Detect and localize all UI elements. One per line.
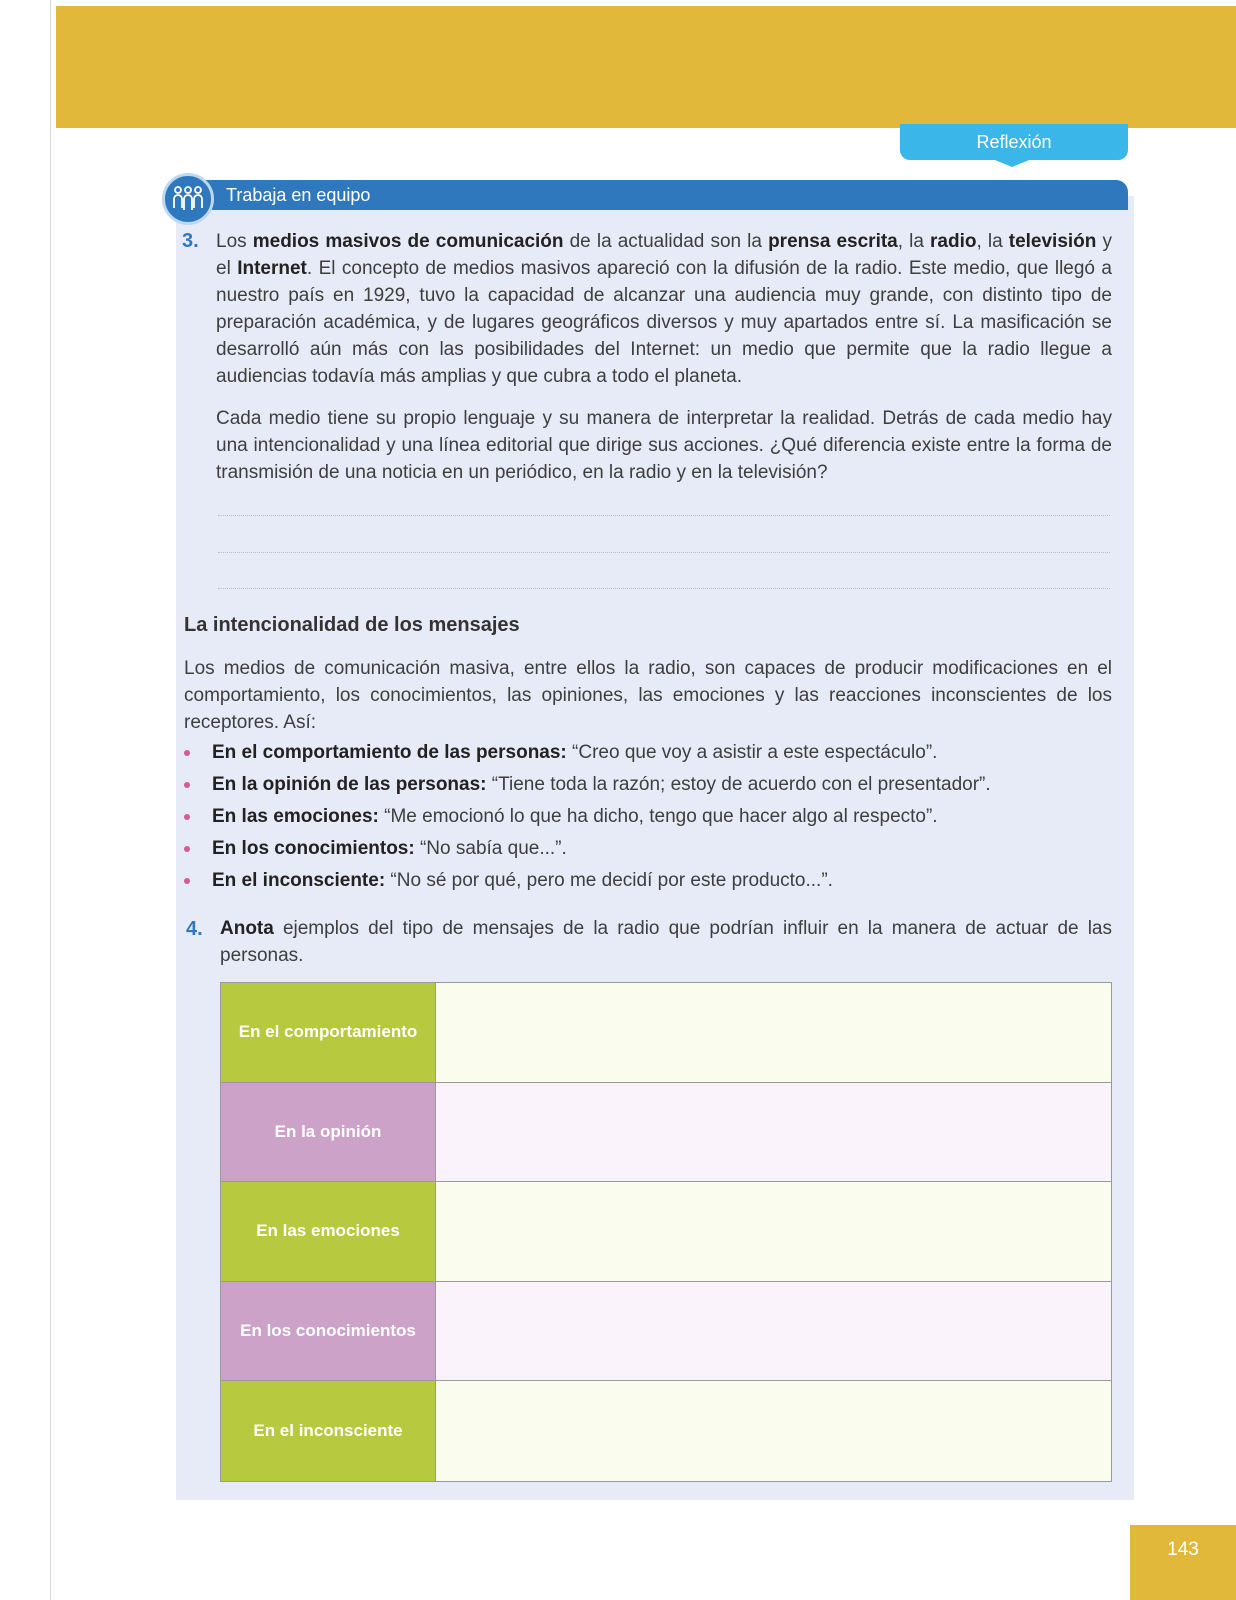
grid-answer-cell[interactable]: [435, 1182, 1111, 1281]
page-edge-line: [50, 0, 51, 1600]
bullet-heading: En los conocimientos:: [212, 838, 415, 859]
exercise-4-number: 4.: [186, 918, 203, 940]
exercise-4-text: ejemplos del tipo de mensajes de la radio que podrían influir en la manera de actuar de las personas.: [220, 918, 1112, 966]
bullet-text: [212, 836, 567, 862]
bullet-text: [212, 772, 991, 798]
bullet-heading: En las emociones:: [212, 806, 379, 827]
bullet-quote: “Me emocionó lo que ha dicho, tengo que hacer algo al respecto”.: [378, 806, 938, 827]
bullet-quote: “Tiene toda la razón; estoy de acuerdo con el presentador”.: [486, 774, 991, 795]
exercise-3-text-segment: . El concepto de medios masivos apareció con la difusión de la radio. Este medio, que llegó a nuestro país en 1929, tuvo la capacidad de alcanzar una audiencia muy grande, con distinto tipo de preparación académica, y de lugares geográficos diversos y muy apartados entre sí. La masificación se desarrolló aún más con las posibilidades del Internet: un medio que permite que la radio llegue a audiencias todavía más amplias y que cubra a todo el planeta.: [216, 258, 1112, 387]
bullet-item: [184, 740, 1114, 772]
page-number: 143: [1167, 1539, 1199, 1560]
bullet-dot-icon: [184, 846, 190, 852]
bullet-text: [212, 740, 937, 766]
bullet-quote: “No sé por qué, pero me decidí por este producto...”.: [385, 870, 833, 891]
team-banner-label: Trabaja en equipo: [226, 185, 371, 205]
exercise-3-text-segment: , la: [976, 231, 1009, 252]
grid-row-label: En las emociones: [221, 1182, 435, 1281]
exercise-3-text-segment: Los: [216, 231, 253, 252]
bullet-heading: En el inconsciente:: [212, 870, 386, 891]
exercise-3-paragraph-2: Cada medio tiene su propio lenguaje y su manera de interpretar la realidad. Detrás de cada medio hay una intencionalidad y una línea editorial que dirige sus acciones. ¿Qué diferencia existe entre la forma de transmisión de una noticia en un periódico, en la radio y en la televisión?: [216, 408, 1112, 483]
grid-row: [221, 1182, 1111, 1282]
grid-row-label: En el comportamiento: [221, 983, 435, 1082]
bullet-quote: “No sabía que...”.: [414, 838, 567, 859]
bullet-dot-icon: [184, 750, 190, 756]
exercise-3-text-segment: Internet: [237, 258, 307, 279]
grid-row: [221, 1083, 1111, 1183]
exercise-3-text-segment: televisión: [1008, 231, 1097, 252]
answer-line-3[interactable]: [218, 588, 1110, 589]
reflexion-tab-label: Reflexión: [976, 131, 1052, 152]
grid-row: [221, 1381, 1111, 1481]
grid-answer-cell[interactable]: [435, 983, 1111, 1082]
grid-row: [221, 983, 1111, 1083]
bullet-heading: En el comportamiento de las personas:: [212, 742, 567, 763]
people-icon: [171, 184, 205, 214]
section-intro: Los medios de comunicación masiva, entre ellos la radio, son capaces de producir modificaciones en el comportamiento, los conocimientos, las opiniones, las emociones y las reacciones inconscientes de los receptores. Así:: [184, 658, 1112, 733]
bullet-dot-icon: [184, 782, 190, 788]
exercise-4-verb: Anota: [220, 918, 274, 939]
reflexion-tab-notch: [990, 158, 1034, 167]
grid-answer-cell[interactable]: [435, 1381, 1111, 1481]
bullet-item: [184, 804, 1114, 836]
answer-line-2[interactable]: [218, 552, 1110, 553]
exercise-3-text-segment: de la actualidad son la: [563, 231, 769, 252]
grid-answer-cell[interactable]: [435, 1282, 1111, 1381]
bullet-text: [212, 804, 938, 830]
exercise-3-text-segment: , la: [897, 231, 931, 252]
bullet-text: [212, 868, 833, 894]
exercise-3-text-segment: y el: [216, 231, 1113, 279]
grid-row: [221, 1282, 1111, 1382]
bullet-item: [184, 836, 1114, 868]
team-icon: [162, 173, 214, 225]
exercise-3-number: 3.: [182, 230, 199, 252]
bullet-dot-icon: [184, 878, 190, 884]
exercise-3-text-segment: medios masivos de comunicación: [252, 231, 564, 252]
exercise-4-instruction: [220, 915, 1112, 969]
exercise-3-text-segment: radio: [930, 231, 977, 252]
bullet-dot-icon: [184, 814, 190, 820]
grid-answer-cell[interactable]: [435, 1083, 1111, 1182]
bullet-quote: “Creo que voy a asistir a este espectáculo”.: [566, 742, 938, 763]
header-band: [56, 6, 1236, 128]
section-title: La intencionalidad de los mensajes: [184, 614, 520, 636]
reflexion-tab: [900, 124, 1128, 160]
grid-row-label: En el inconsciente: [221, 1381, 435, 1481]
exercise-3-text-segment: prensa escrita: [768, 231, 898, 252]
grid-row-label: En los conocimientos: [221, 1282, 435, 1381]
answer-line-1[interactable]: [218, 515, 1110, 516]
grid-row-label: En la opinión: [221, 1083, 435, 1182]
page-number-tab: [1130, 1525, 1236, 1600]
bullet-heading: En la opinión de las personas:: [212, 774, 487, 795]
bullet-item: [184, 868, 1114, 900]
bullet-item: [184, 772, 1114, 804]
answer-grid: [220, 982, 1112, 1482]
bullet-list: [184, 740, 1114, 900]
exercise-3-paragraph-1: [216, 228, 1112, 390]
